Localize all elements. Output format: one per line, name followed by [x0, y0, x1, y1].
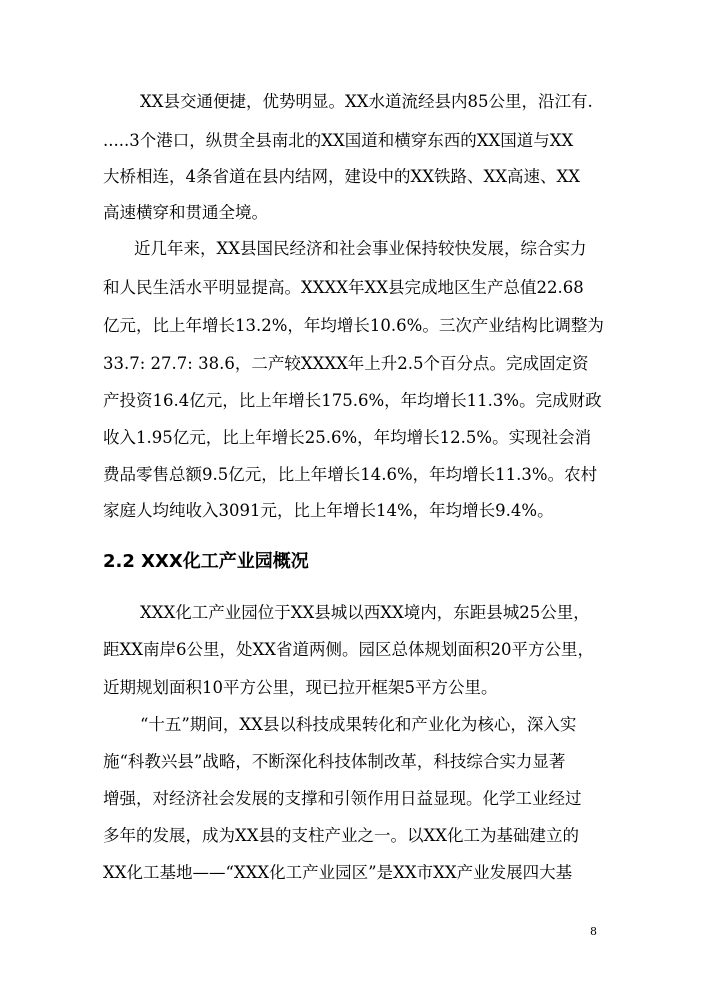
paragraph-1-line-3: 大桥相连，4条省道在县内结网，建设中的XX铁路、XX高速、XX	[103, 167, 580, 186]
paragraph-2-line-8: 家庭人均纯收入3091元，比上年增长14%，年均增长9.4%。	[103, 501, 554, 520]
section-heading: 2.2 XXX化工产业园概况	[103, 551, 309, 572]
section-paragraph-2-line-4: 多年的发展，成为XX县的支柱产业之一。以XX化工为基础建立的	[103, 826, 579, 845]
paragraph-2-line-3: 亿元，比上年增长13.2%，年均增长10.6%。三次产业结构比调整为	[103, 316, 604, 335]
paragraph-2-line-1: 近几年来，XX县国民经济和社会事业保持较快发展，综合实力	[134, 239, 587, 258]
paragraph-1-line-1: XX县交通便捷，优势明显。XX水道流经县内85公里，沿江有.	[140, 92, 593, 111]
page-number: 8	[590, 925, 597, 938]
section-paragraph-1-line-3: 近期规划面积10平方公里，现已拉开框架5平方公里。	[103, 678, 498, 697]
section-paragraph-2-line-1: “十五”期间，XX县以科技成果转化和产业化为核心，深入实	[140, 715, 577, 734]
paragraph-1-line-4: 高速横穿和贯通全境。	[103, 203, 268, 222]
section-paragraph-1-line-2: 距XX南岸6公里，处XX省道两侧。园区总体规划面积20平方公里，	[103, 640, 594, 659]
paragraph-2-line-2: 和人民生活水平明显提高。XXXX年XX县完成地区生产总值22.68	[103, 278, 584, 297]
section-paragraph-2-line-3: 增强，对经济社会发展的支撑和引领作用日益显现。化学工业经过	[103, 789, 582, 808]
paragraph-2-line-4: 33.7: 27.7: 38.6，二产较XXXX年上升2.5个百分点。完成固定资	[103, 354, 589, 373]
paragraph-2-line-7: 费品零售总额9.5亿元，比上年增长14.6%，年均增长11.3%。农村	[103, 465, 598, 484]
paragraph-1-line-2: .....3个港口，纵贯全县南北的XX国道和横穿东西的XX国道与XX	[103, 131, 574, 150]
section-paragraph-2-line-2: 施“科教兴县”战略，不断深化科技体制改革，科技综合实力显著	[103, 752, 566, 771]
paragraph-2-line-5: 产投资16.4亿元，比上年增长175.6%，年均增长11.3%。完成财政	[103, 391, 602, 410]
section-paragraph-2-line-5: XX化工基地——“XXX化工产业园区”是XX市XX产业发展四大基	[103, 863, 573, 882]
paragraph-2-line-6: 收入1.95亿元，比上年增长25.6%，年均增长12.5%。实现社会消	[103, 428, 592, 447]
section-paragraph-1-line-1: XXX化工产业园位于XX县城以西XX境内，东距县城25公里，	[140, 603, 590, 622]
